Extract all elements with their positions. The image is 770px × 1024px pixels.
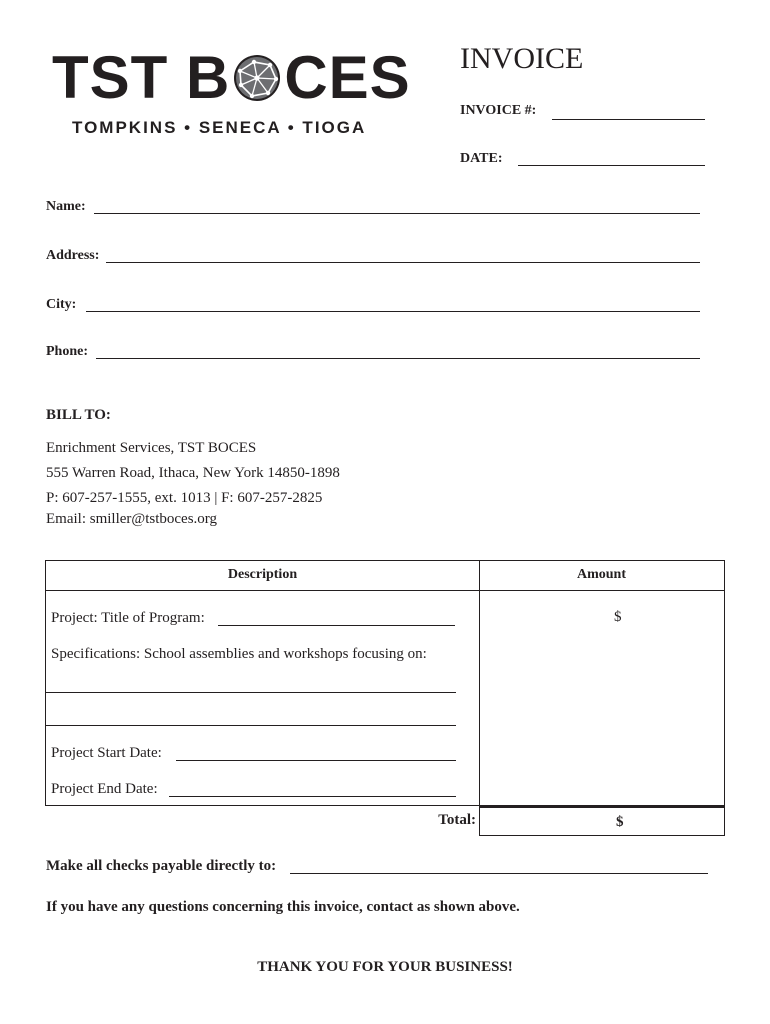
invoice-table <box>45 560 725 806</box>
address-label: Address: <box>46 248 100 263</box>
end-date-label: Project End Date: <box>51 781 158 797</box>
bill-to-line-3: P: 607-257-1555, ext. 1013 | F: 607-257-2825 <box>46 490 323 506</box>
start-date-field[interactable] <box>176 760 456 761</box>
specifications-label: Specifications: School assemblies and workshops focusing on: <box>51 646 427 662</box>
specifications-field-2[interactable] <box>46 725 456 726</box>
logo-text-left: TST B <box>52 44 231 111</box>
checks-payable-field[interactable] <box>290 873 708 874</box>
total-box[interactable] <box>479 806 725 836</box>
invoice-number-label: INVOICE #: <box>460 103 537 118</box>
invoice-number-field[interactable] <box>552 119 705 120</box>
city-label: City: <box>46 297 77 312</box>
start-date-label: Project Start Date: <box>51 745 162 761</box>
city-field[interactable] <box>86 311 700 312</box>
thank-you-note: THANK YOU FOR YOUR BUSINESS! <box>257 959 513 975</box>
questions-note: If you have any questions concerning this invoice, contact as shown above. <box>46 899 520 915</box>
table-column-divider <box>479 561 480 805</box>
bill-to-email: Email: smiller@tstboces.org <box>46 511 218 527</box>
specifications-field-1[interactable] <box>46 692 456 693</box>
logo-text-right: CES <box>284 44 411 111</box>
total-label: Total: <box>438 812 476 828</box>
project-title-field[interactable] <box>218 625 455 626</box>
name-field[interactable] <box>94 213 700 214</box>
bill-to-line-2: 555 Warren Road, Ithaca, New York 14850-1898 <box>46 465 340 481</box>
logo-tagline: TOMPKINS • SENECA • TIOGA <box>72 118 367 137</box>
invoice-date-label: DATE: <box>460 151 503 166</box>
invoice-title: INVOICE <box>460 42 584 75</box>
phone-label: Phone: <box>46 344 88 359</box>
address-field[interactable] <box>106 262 700 263</box>
total-currency: $ <box>616 814 624 830</box>
invoice-date-field[interactable] <box>518 165 705 166</box>
globe-icon <box>232 53 282 103</box>
bill-to-heading: BILL TO: <box>46 407 111 423</box>
project-title-label: Project: Title of Program: <box>51 610 205 626</box>
amount-currency: $ <box>614 609 622 625</box>
amount-header: Amount <box>576 567 626 582</box>
end-date-field[interactable] <box>169 796 456 797</box>
name-label: Name: <box>46 199 86 214</box>
phone-field[interactable] <box>96 358 700 359</box>
bill-to-line-1: Enrichment Services, TST BOCES <box>46 440 257 456</box>
table-header-divider <box>46 590 724 591</box>
checks-payable-label: Make all checks payable directly to: <box>46 858 277 874</box>
description-header: Description <box>227 567 298 582</box>
logo <box>52 46 411 110</box>
